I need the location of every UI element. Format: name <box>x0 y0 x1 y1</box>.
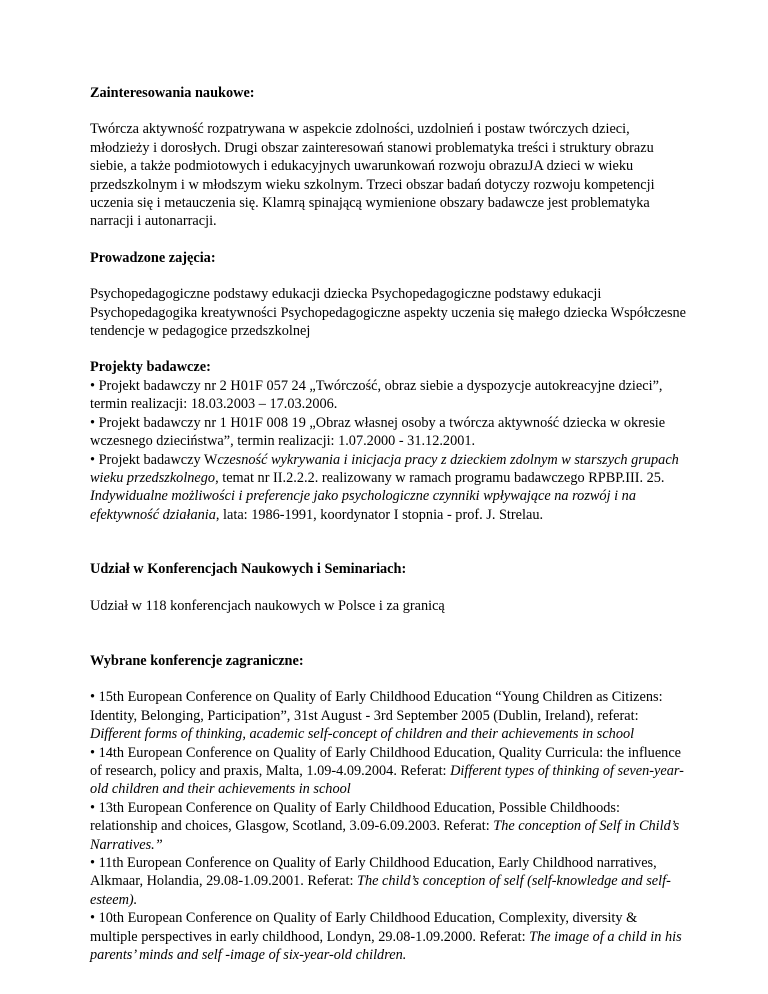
paper-title: Different types of thinking of seven-year-old children and their achievements in school <box>90 762 684 798</box>
conference-text: • 14th European Conference on Quality of Early Childhood Education, Quality Curricula: the influence of research, policy and praxis, Malta, 1.09-4.09.2004. Referat: <box>90 744 682 779</box>
project-item: • Projekt badawczy nr 2 H01F 057 24 „Twórczość, obraz siebie a dyspozycje autokreacyjne dzieci”, termin realizacji: 18.03.2003 – 17.03.2006. <box>90 377 663 413</box>
project-title: czesność wykrywania i inicjacja pracy z dzieckiem zdolnym w starszych grupach wieku przedszkolnego <box>90 451 679 486</box>
conference-text: • 10th European Conference on Quality of Early Childhood Education, Complexity, diversity & multiple perspectives in early childhood, Londyn, 29.08-1.09.2000. Referat: <box>90 910 638 945</box>
paper-title: The child’s conception of self (self-knowledge and self-esteem). <box>90 873 671 908</box>
project-text: , temat nr II.2.2.2. realizowany w ramach programu badawczego RPBP.III. 25. <box>215 469 665 486</box>
conference-text: • 13th European Conference on Quality of Early Childhood Education, Possible Childhoods: relationship and choices, Glasgow, Scotland, 3.09-6.09.2003. Referat: <box>90 799 620 835</box>
paper-title: The image of a child in his parents’ minds and self -image of six-year-old children. <box>90 928 682 964</box>
project-text: • Projekt badawczy W <box>90 451 218 468</box>
project-item: • Projekt badawczy nr 1 H01F 008 19 „Obraz własnej osoby a twórcza aktywność dziecka w okresie wczesnego dzieciństwa”, termin realizacji: 1.07.2000 - 31.12.2001. <box>90 414 666 450</box>
conference-text: • 11th European Conference on Quality of Early Childhood Education, Early Childhood narratives, Alkmaar, Holandia, 29.08-1.09.2001. Referat: <box>90 855 657 890</box>
foreign-conferences-list <box>90 688 688 964</box>
project-text: , lata: 1986-1991, koordynator I stopnia - prof. J. Strelau. <box>215 506 544 523</box>
foreign-conferences-heading: Wybrane konferencje zagraniczne: <box>90 652 304 669</box>
program-title: Indywidualne możliwości i preferencje jako psychologiczne czynniki wpływające na rozwój i na efektywność działania <box>90 488 636 523</box>
conference-item <box>90 799 688 854</box>
projects-list <box>90 377 688 524</box>
paper-title: Different forms of thinking, academic self-concept of children and their achievements in school <box>90 726 635 743</box>
conferences-paragraph: Udział w 118 konferencjach naukowych w Polsce i za granicą <box>90 597 445 614</box>
courses-heading: Prowadzone zajęcia: <box>90 249 216 266</box>
conference-item <box>90 854 688 909</box>
conference-item <box>90 688 688 743</box>
interests-paragraph: Twórcza aktywność rozpatrywana w aspekcie zdolności, uzdolnień i postaw twórczych dzieci, młodzieży i dorosłych. Drugi obszar zainteresowań stanowi problematyka treści i struktury obrazu siebie, a także podmiotowych i edukacyjnych uwarunkowań rozwoju obrazuJA dzieci w wieku przedszkolnym i w młodszym wieku szkolnym. Trzeci obszar badań dotyczy rozwoju kompetencji uczenia się i metauczenia się. Klamrą spinającą wymienione obszary badawcze jest problematyka narracji i autonarracji. <box>90 121 655 230</box>
interests-heading: Zainteresowania naukowe: <box>90 85 255 101</box>
conference-item <box>90 909 688 964</box>
paper-title: The conception of Self in Child’s Narratives.” <box>90 818 680 853</box>
courses-paragraph: Psychopedagogiczne podstawy edukacji dziecka Psychopedagogiczne podstawy edukacji Psychopedagogika kreatywności Psychopedagogiczne aspekty uczenia się małego dziecka Współczesne tendencje w pedagogice przedszkolnej <box>90 286 687 340</box>
project-item <box>90 451 688 525</box>
conference-text: • 15th European Conference on Quality of Early Childhood Education “Young Children as Citizens: Identity, Belonging, Participation”, 31st August - 3rd September 2005 (Dublin, Ireland), referat: <box>90 689 663 724</box>
projects-heading: Projekty badawcze: <box>90 359 211 376</box>
conferences-heading: Udział w Konferencjach Naukowych i Seminariach: <box>90 561 407 578</box>
conference-item <box>90 744 688 799</box>
